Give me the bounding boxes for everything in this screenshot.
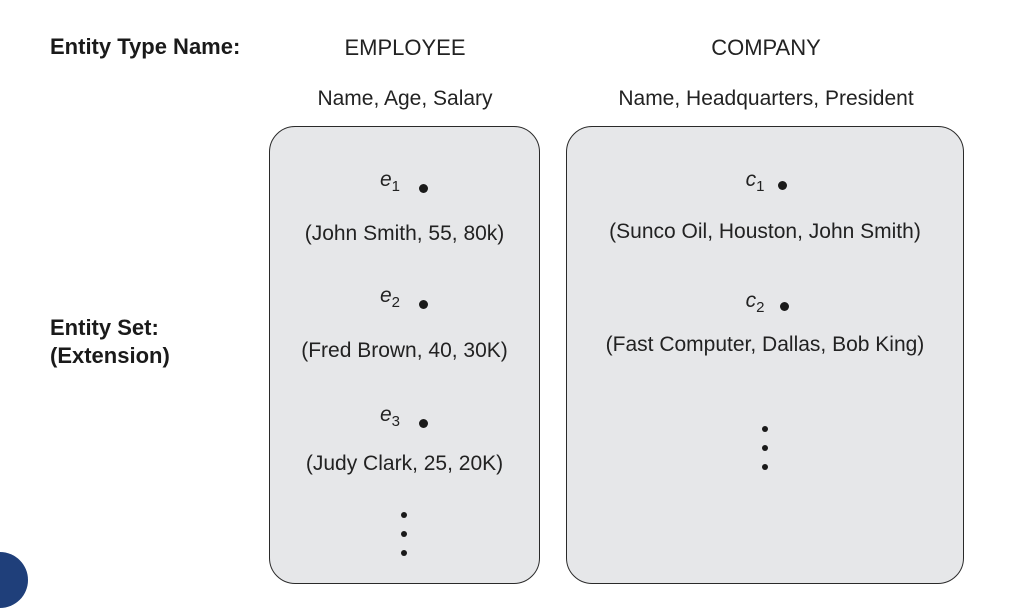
company-tuple-2: (Fast Computer, Dallas, Bob King) xyxy=(605,333,925,356)
company-more-dot-2 xyxy=(762,445,768,451)
entity-type-name-label: Entity Type Name: xyxy=(50,34,241,59)
entity-set-label: Entity Set: xyxy=(50,315,159,340)
employee-attributes: Name, Age, Salary xyxy=(317,87,493,110)
employee-more-dot-1 xyxy=(401,512,407,518)
entity-point-e3 xyxy=(419,419,428,428)
employee-more-dot-2 xyxy=(401,531,407,537)
corner-accent-circle xyxy=(0,552,28,608)
entity-label-e1: $e_1$ xyxy=(379,168,401,196)
entity-label-e2: $e_2$ xyxy=(379,284,401,312)
extension-label: (Extension) xyxy=(50,343,170,368)
employee-tuple-1: (John Smith, 55, 80k) xyxy=(304,222,505,245)
company-type-name: COMPANY xyxy=(711,35,821,60)
entity-point-c2 xyxy=(780,302,789,311)
entity-label-e3: $e_3$ xyxy=(379,403,401,431)
entity-point-e1 xyxy=(419,184,428,193)
employee-more-dot-3 xyxy=(401,550,407,556)
company-attributes: Name, Headquarters, President xyxy=(618,87,914,110)
employee-tuple-2: (Fred Brown, 40, 30K) xyxy=(301,339,508,362)
entity-point-e2 xyxy=(419,300,428,309)
company-more-dot-1 xyxy=(762,426,768,432)
entity-point-c1 xyxy=(778,181,787,190)
company-more-dot-3 xyxy=(762,464,768,470)
entity-label-c2: $c_2$ xyxy=(745,289,765,317)
company-tuple-1: (Sunco Oil, Houston, John Smith) xyxy=(609,220,921,243)
employee-type-name: EMPLOYEE xyxy=(344,35,466,60)
employee-tuple-3: (Judy Clark, 25, 20K) xyxy=(305,452,504,475)
entity-label-c1: $c_1$ xyxy=(745,168,765,196)
